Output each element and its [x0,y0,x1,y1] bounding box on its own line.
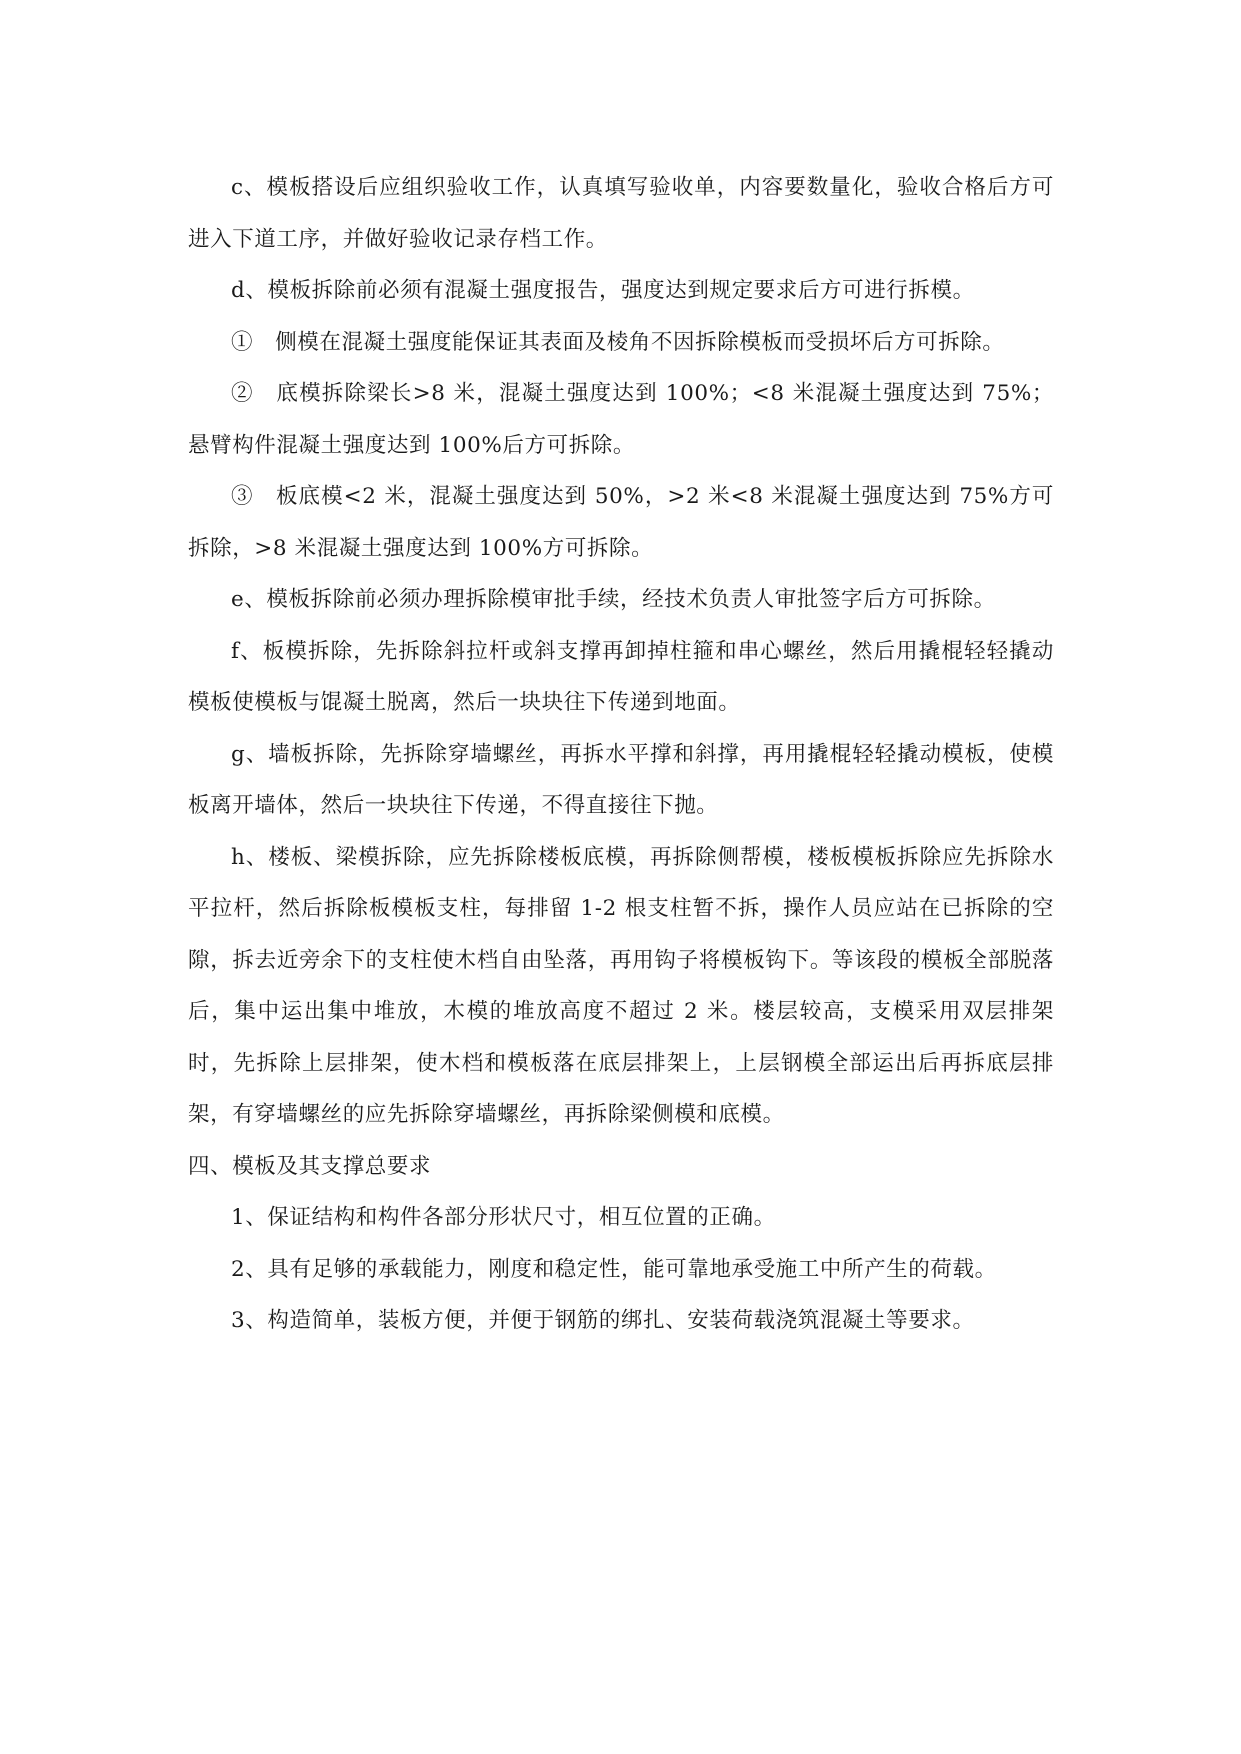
paragraph-item-1-side-form: ① 侧模在混凝土强度能保证其表面及棱角不因拆除模板而受损坏后方可拆除。 [231,329,1005,355]
document-body [188,162,1054,1347]
paragraph-h-floor-beam-removal: h、楼板、梁模拆除，应先拆除楼板底模，再拆除侧帮模，楼板模板拆除应先拆除水平拉杆，然后拆除板模板支柱，每排留 1-2 根支柱暂不拆，操作人员应站在已拆除的空隙，拆去近旁余下的支柱使木档自由坠落，再用钩子将模板钩下。等该段的模板全部脱落后，集中运出集中堆放，木模的堆放高度不超过 2 米。楼层较高，支模采用双层排架时，先拆除上层排架，使木档和模板落在底层排架上，上层钢模全部运出后再拆底层排架，有穿墙螺丝的应先拆除穿墙螺丝，再拆除梁侧模和底模。 [188,844,1054,1127]
paragraph-d-strength-report: d、模板拆除前必须有混凝土强度报告，强度达到规定要求后方可进行拆模。 [231,278,975,303]
paragraph-g-wall-removal: g、墙板拆除，先拆除穿墙螺丝，再拆水平撑和斜撑，再用撬棍轻轻撬动模板，使模板离开墙体，然后一块块往下传递，不得直接往下抛。 [188,741,1054,818]
paragraph-f-slab-removal: f、板模拆除，先拆除斜拉杆或斜支撑再卸掉柱箍和串心螺丝，然后用撬棍轻轻撬动模板使模板与馄凝土脱离，然后一块块往下传递到地面。 [188,638,1054,715]
paragraph-c-acceptance: c、模板搭设后应组织验收工作，认真填写验收单，内容要数量化，验收合格后方可进入下道工序，并做好验收记录存档工作。 [188,175,1054,252]
section-heading-4: 四、模板及其支撑总要求 [188,1153,432,1179]
paragraph-item-3-slab-form: ③ 板底模<2 米，混凝土强度达到 50%，>2 米<8 米混凝土强度达到 75%方可拆除，>8 米混凝土强度达到 100%方可拆除。 [188,484,1054,561]
paragraph-e-approval: e、模板拆除前必须办理拆除模审批手续，经技术负责人审批签字后方可拆除。 [231,587,996,612]
paragraph-requirement-3: 3、构造简单，装板方便，并便于钢筋的绑扎、安装荷载浇筑混凝土等要求。 [231,1308,975,1333]
paragraph-requirement-1: 1、保证结构和构件各部分形状尺寸，相互位置的正确。 [231,1205,776,1230]
paragraph-requirement-2: 2、具有足够的承载能力，刚度和稳定性，能可靠地承受施工中所产生的荷载。 [231,1256,997,1282]
paragraph-item-2-bottom-form: ② 底模拆除梁长>8 米，混凝土强度达到 100%；<8 米混凝土强度达到 75%；悬臂构件混凝土强度达到 100%后方可拆除。 [188,381,1054,458]
